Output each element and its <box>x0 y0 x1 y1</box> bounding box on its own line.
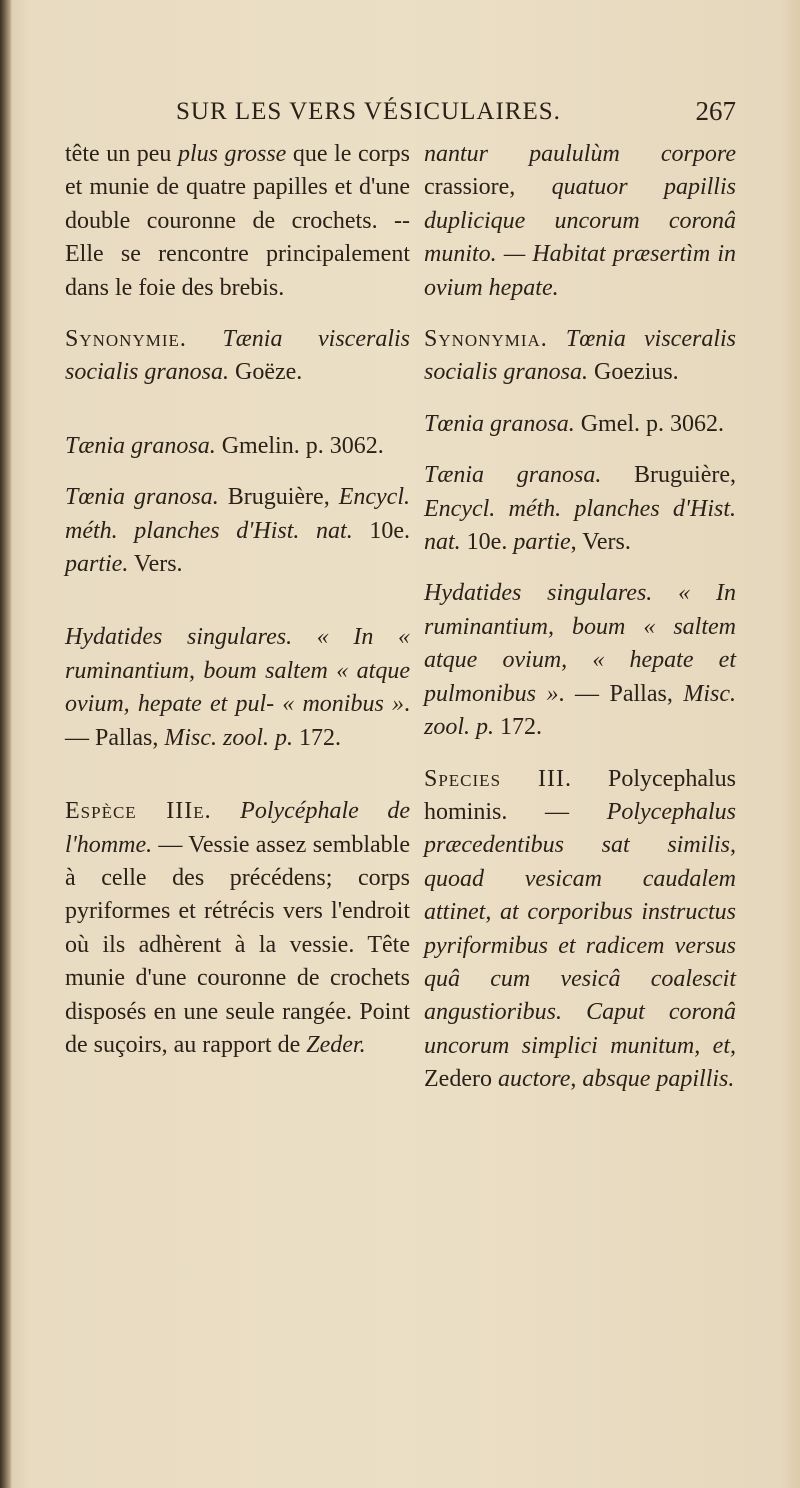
running-title: SUR LES VERS VÉSICULAIRES. <box>176 98 561 125</box>
page-header <box>176 98 736 138</box>
reference-pallas-latin: Hydatides singulares. « In ruminantium, boum « saltem atque ovium, « hepate et pulmonibus ». — Pallas, Misc. zool. p. 172. <box>424 580 736 741</box>
latin-column <box>424 138 736 1097</box>
reference-pallas: Hydatides singulares. « In « ruminantium, boum saltem « atque ovium, hepate et pul- « monibus ». — Pallas, Misc. zool. p. 172. <box>65 624 410 751</box>
description-paragraph: tête un peu plus grosse que le corps et munie de quatre papilles et d'une double couronne de crochets. -- Elle se rencontre principalement dans le foie des brebis. <box>65 141 410 301</box>
french-column <box>65 138 410 1062</box>
reference-gmelin-latin: Tœnia granosa. Gmel. p. 3062. <box>424 410 725 437</box>
book-spine-shadow <box>0 0 12 1488</box>
description-paragraph-latin: nantur paululùm corpore crassiore, quatuor papillis duplicique uncorum coronâ munito. — Habitat præsertìm in ovium hepate. <box>424 141 736 301</box>
page-number: 267 <box>695 96 736 126</box>
species-paragraph: Espèce IIIe. Polycéphale de l'homme. — Vessie assez semblable à celle des précédens; corps pyriformes et rétrécis vers l'endroit où ils adhèrent à la vessie. Tête munie d'une couronne de crochets disposés en une seule rangée. Point de suçoirs, au rapport de Zeder. <box>65 798 410 1058</box>
reference-bruguiere: Tœnia granosa. Bruguière, Encycl. méth. planches d'Hist. nat. 10e. partie. Vers. <box>65 484 411 578</box>
species-paragraph-latin: Species III. Polycephalus hominis. — Polycephalus præcedentibus sat similis, quoad vesicam caudalem attinet, at corporibus instructus pyriformibus et radicem versus quâ cum vesicâ coalescit angustioribus. Caput coronâ uncorum simplici munitum, et, Zedero auctore, absque papillis. <box>424 765 736 1093</box>
reference-bruguiere-latin: Tænia granosa. Bruguière, Encycl. méth. planches d'Hist. nat. 10e. partie, Vers. <box>424 462 737 556</box>
synonymy-paragraph-latin: Synonymia. Tœnia visceralis socialis granosa. Goezius. <box>424 326 736 386</box>
reference-gmelin: Tænia granosa. Gmelin. p. 3062. <box>65 432 384 459</box>
synonymy-paragraph: Synonymie. Tænia visceralis socialis granosa. Goëze. <box>65 326 410 386</box>
